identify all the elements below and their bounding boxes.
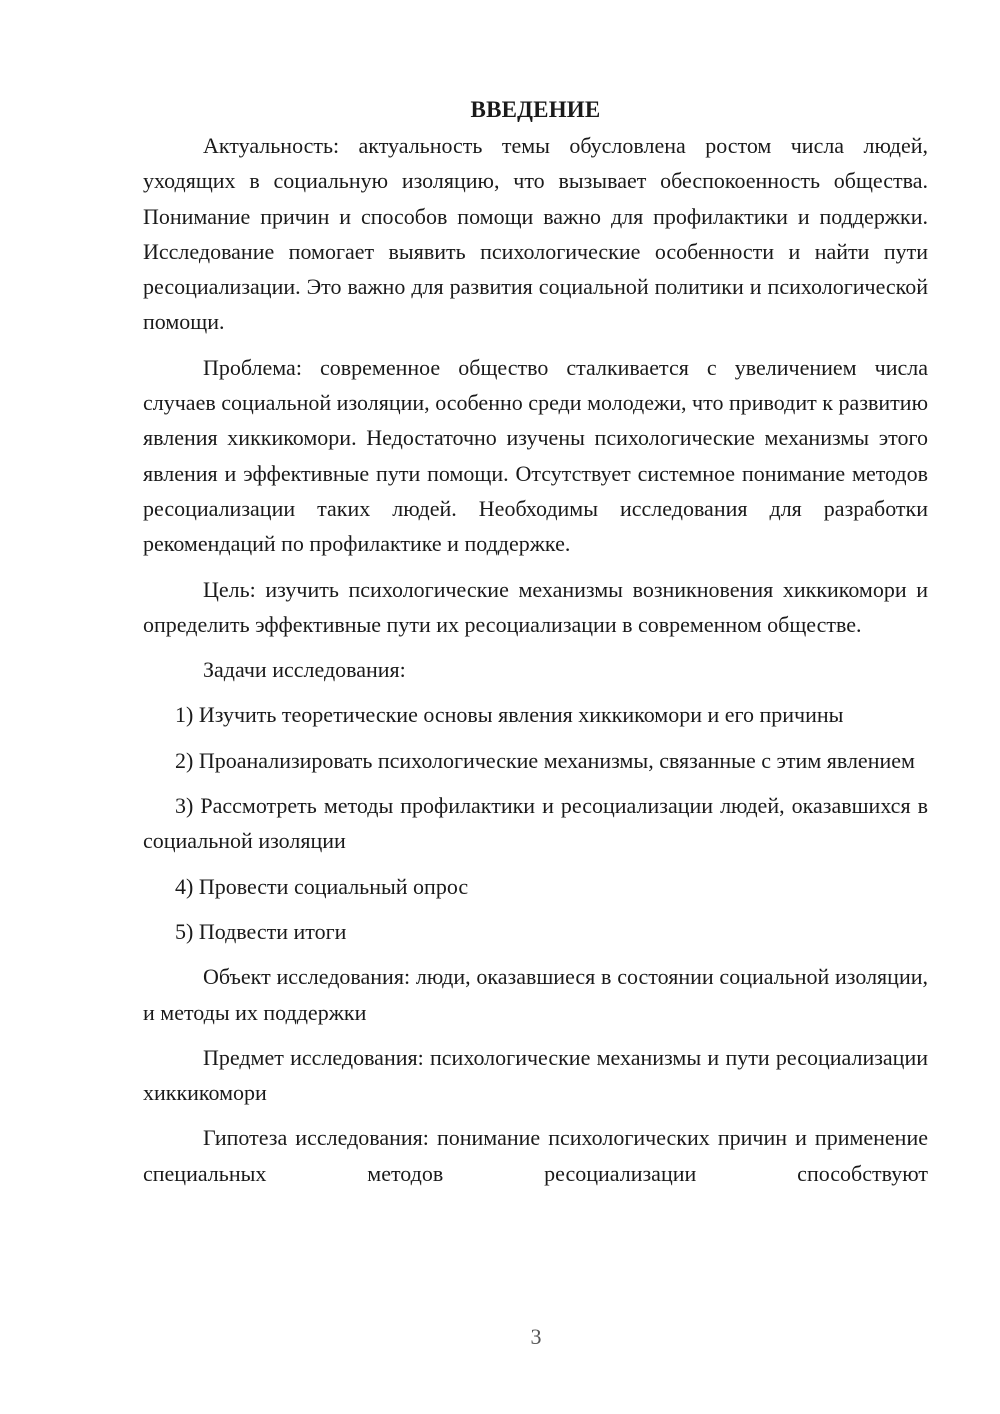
task-item: 3) Рассмотреть методы профилактики и ресоциализации людей, оказавшихся в социальной изоляции bbox=[143, 793, 928, 854]
relevance-paragraph: Актуальность: актуальность темы обусловлена ростом числа людей, уходящих в социальную изоляцию, что вызывает обеспокоенность общества. Понимание причин и способов помощи важно для профилактики и поддержки. Исследование помогает выявить психологические особенности и найти пути ресоциализации. Это важно для развития социальной политики и психологической помощи. bbox=[143, 133, 928, 335]
goal-paragraph: Цель: изучить психологические механизмы возникновения хиккикомори и определить эффективные пути их ресоциализации в современном обществе. bbox=[143, 576, 928, 637]
page-number: 3 bbox=[530, 1324, 542, 1349]
page-title: ВВЕДЕНИЕ bbox=[470, 97, 601, 122]
problem-paragraph: Проблема: современное общество сталкивается с увеличением числа случаев социальной изоляции, особенно среди молодежи, что приводит к развитию явления хиккикомори. Недостаточно изучены психологические механизмы этого явления и эффективные пути помощи. Отсутствует системное понимание методов ресоциализации таких людей. Необходимы исследования для разработки рекомендаций по профилактике и поддержке. bbox=[143, 354, 928, 557]
document-page bbox=[143, 92, 928, 1201]
hypothesis-paragraph: Гипотеза исследования: понимание психологических причин и применение специальных методов ресоциализации способствуют bbox=[143, 1125, 928, 1186]
task-item: 1) Изучить теоретические основы явления хиккикомори и его причины bbox=[175, 702, 844, 728]
task-item: 5) Подвести итоги bbox=[175, 918, 347, 944]
object-paragraph: Объект исследования: люди, оказавшиеся в состоянии социальной изоляции, и методы их поддержки bbox=[143, 964, 928, 1025]
tasks-heading: Задачи исследования: bbox=[203, 657, 406, 683]
task-item: 4) Провести социальный опрос bbox=[175, 873, 469, 899]
task-item: 2) Проанализировать психологические механизмы, связанные с этим явлением bbox=[175, 747, 915, 773]
subject-paragraph: Предмет исследования: психологические механизмы и пути ресоциализации хиккикомори bbox=[143, 1044, 928, 1106]
